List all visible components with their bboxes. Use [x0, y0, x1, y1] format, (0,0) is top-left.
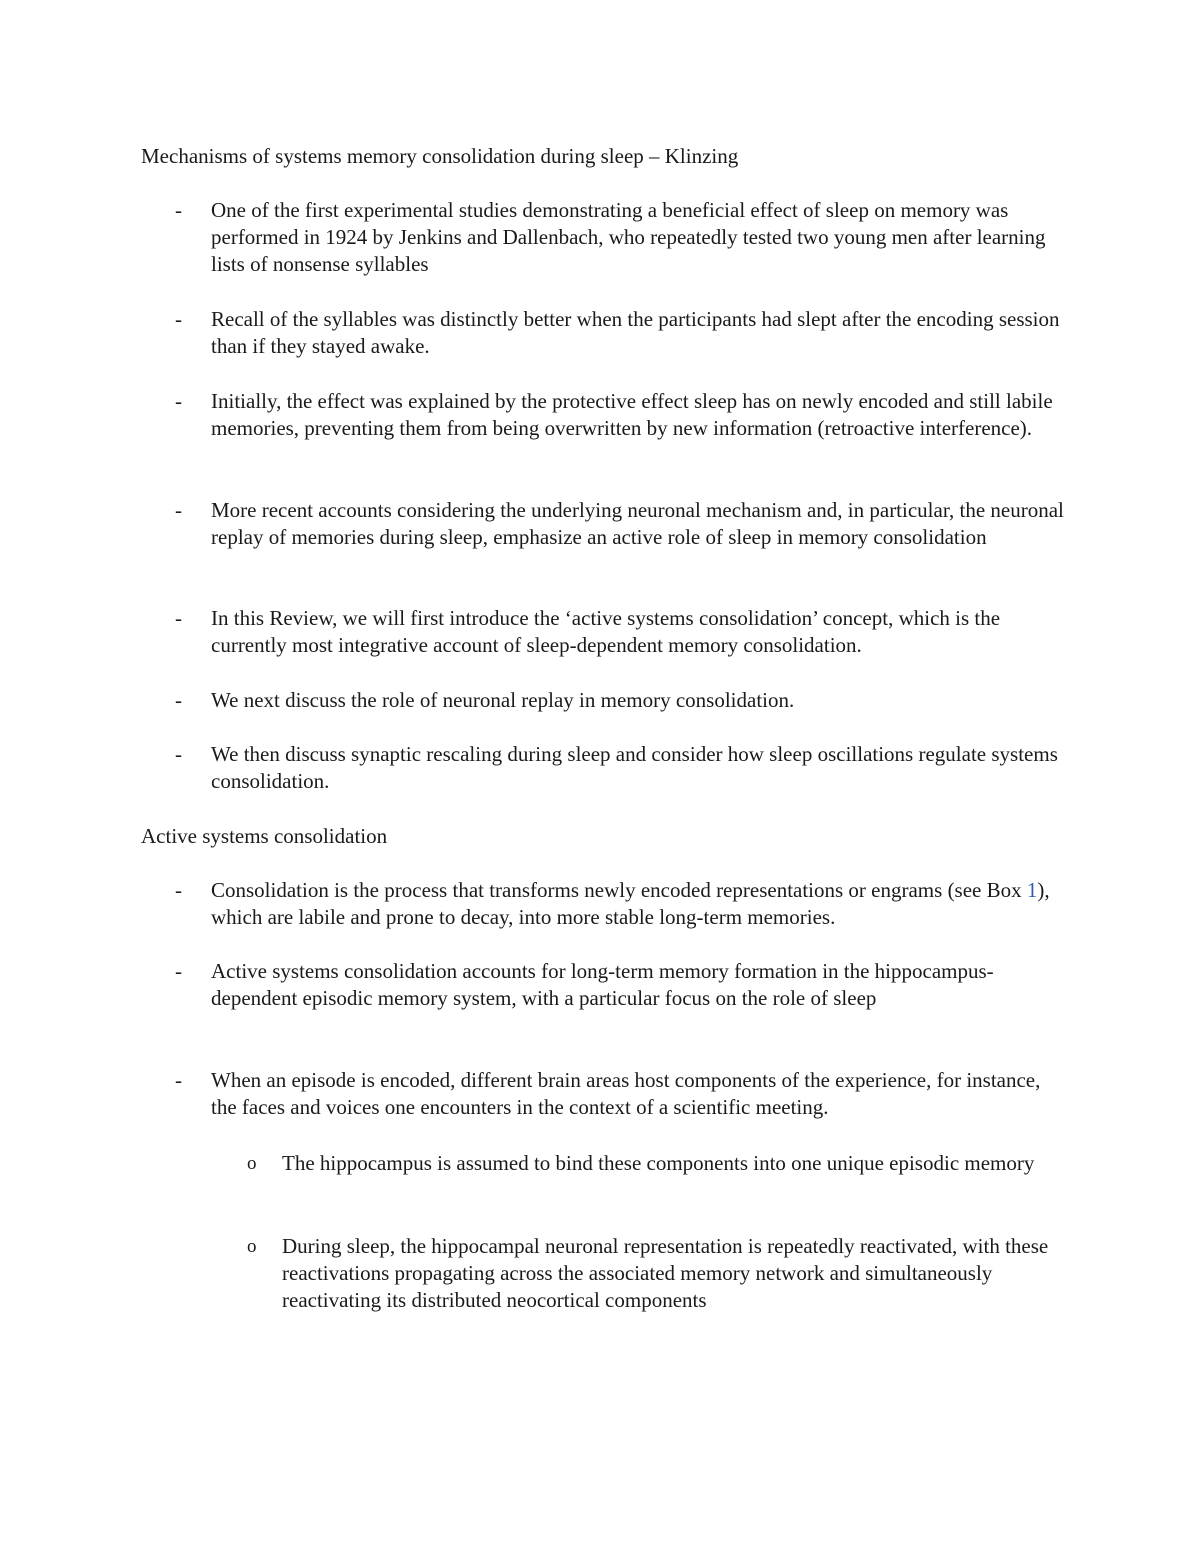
circle-bullet: o: [247, 1236, 257, 1257]
sub-list-item-text: The hippocampus is assumed to bind these components into one unique episodic memory: [282, 1151, 1035, 1175]
list-item-text: One of the first experimental studies demonstrating a beneficial effect of sleep on memory was performed in 1924 by Jenkins and Dallenbach, who repeatedly tested two young men after learning lists of nonsense syllables: [211, 198, 1046, 276]
list-item-text: [211, 877, 1071, 931]
box-reference-link[interactable]: 1: [1026, 878, 1038, 902]
dash-bullet: -: [175, 878, 182, 902]
text-after-link: ), which are labile and prone to decay, into more stable long-term memories.: [211, 878, 1050, 929]
dash-bullet: -: [175, 307, 182, 331]
dash-bullet: -: [175, 1068, 182, 1092]
list-item-text: In this Review, we will first introduce the ‘active systems consolidation’ concept, which is the currently most integrative account of sleep-dependent memory consolidation.: [211, 606, 1001, 657]
list-item-text: Initially, the effect was explained by the protective effect sleep has on newly encoded and still labile memories, preventing them from being overwritten by new information (retroactive interference).: [211, 389, 1053, 440]
list-item-text: Recall of the syllables was distinctly better when the participants had slept after the encoding session than if they stayed awake.: [211, 307, 1060, 358]
list-item-text: We then discuss synaptic rescaling during sleep and consider how sleep oscillations regulate systems consolidation.: [211, 742, 1058, 793]
document-title: Mechanisms of systems memory consolidation during sleep – Klinzing: [141, 144, 739, 168]
list-item-text: More recent accounts considering the underlying neuronal mechanism and, in particular, the neuronal replay of memories during sleep, emphasize an active role of sleep in memory consolidation: [211, 498, 1064, 549]
dash-bullet: -: [175, 198, 182, 222]
list-item-text: Active systems consolidation accounts for long-term memory formation in the hippocampus-dependent episodic memory system, with a particular focus on the role of sleep: [211, 959, 994, 1010]
text-before-link: Consolidation is the process that transforms newly encoded representations or engrams (see Box: [211, 878, 1027, 902]
dash-bullet: -: [175, 389, 182, 413]
section-heading: Active systems consolidation: [141, 824, 388, 848]
dash-bullet: -: [175, 498, 182, 522]
dash-bullet: -: [175, 959, 182, 983]
dash-bullet: -: [175, 688, 182, 712]
sub-list-item-text: During sleep, the hippocampal neuronal representation is repeatedly reactivated, with these reactivations propagating across the associated memory network and simultaneously reactivating its distributed neocortical components: [282, 1234, 1049, 1312]
circle-bullet: o: [247, 1153, 257, 1174]
list-item-text: We next discuss the role of neuronal replay in memory consolidation.: [211, 688, 795, 712]
list-item-text: When an episode is encoded, different brain areas host components of the experience, for instance, the faces and voices one encounters in the context of a scientific meeting.: [211, 1068, 1041, 1119]
dash-bullet: -: [175, 742, 182, 766]
dash-bullet: -: [175, 606, 182, 630]
